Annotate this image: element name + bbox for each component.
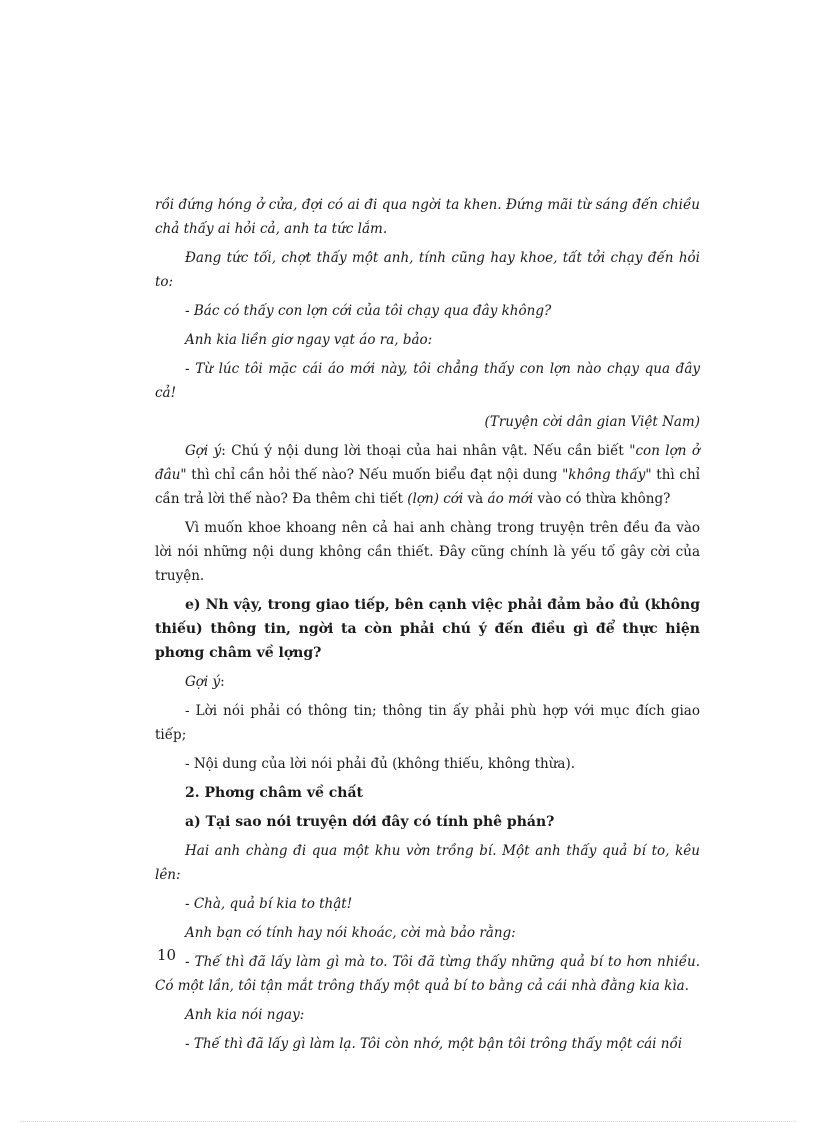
hint1-text-a: : Chú ý nội dung lời thoại của hai nhân vật. Nếu cần biết " (221, 443, 636, 459)
hint2-item2: - Nội dung của lời nói phải đủ (không thiếu, không thừa). (185, 756, 576, 772)
hint2-label-line (155, 670, 700, 694)
hint1-term3: (lợn) cới (407, 491, 464, 507)
hint1-term2: không thấy (568, 467, 646, 483)
section2-story-line1: Hai anh chàng đi qua một khu vờn trồng bí. Một anh thấy quả bí to, kêu lên: (155, 843, 700, 883)
hint1-text-b: " thì chỉ cần hỏi thế nào? Nếu muốn biểu đạt nội dung " (180, 467, 569, 483)
hint1-text-e: vào có thừa không? (533, 491, 671, 507)
story1-line4: Anh kia liền giơ ngay vạt áo ra, bảo: (185, 332, 433, 348)
hint2-item1: - Lời nói phải có thông tin; thông tin ấy phải phù hợp với mục đích giao tiếp; (155, 703, 700, 743)
question-e: e) Nh vậy, trong giao tiếp, bên cạnh việc phải đảm bảo đủ (không thiếu) thông tin, ngời ta còn phải chú ý đến điều gì để thực hiện phơng châm về lợng? (155, 597, 700, 661)
section2-question-a: a) Tại sao nói truyện dới đây có tính phê phán? (185, 814, 555, 830)
section2-story-line6: - Thế thì đã lấy gì làm lạ. Tôi còn nhớ, một bận tôi trông thấy một cái nồi (185, 1036, 683, 1052)
footer-divider (20, 1121, 796, 1122)
story1-line1: rồi đứng hóng ở cửa, đợi có ai đi qua ngời ta khen. Đứng mãi từ sáng đến chiều chả thấy ai hỏi cả, anh ta tức lắm. (155, 197, 700, 237)
story1-line3: - Bác có thấy con lợn cới của tôi chạy qua đây không? (185, 303, 552, 319)
story1-source: (Truyện cời dân gian Việt Nam) (484, 414, 700, 430)
explain1-paragraph: Vì muốn khoe khoang nên cả hai anh chàng trong truyện trên đều đa vào lời nói những nội dung không cần thiết. Đây cũng chính là yếu tố gây cời của truyện. (155, 520, 700, 584)
section2-story-line2: - Chà, quả bí kia to thật! (185, 896, 353, 912)
hint1-label: Gợi ý (185, 443, 222, 459)
hint1-text-c: " thì chỉ cần trả lời thế nào? Đa thêm chi tiết (155, 467, 700, 507)
section2-story-line4: - Thế thì đã lấy làm gì mà to. Tôi đã từng thấy những quả bí to hơn nhiều. Có một lần, tôi tận mắt trông thấy một quả bí to bằng cả cái nhà đằng kia kìa. (155, 954, 700, 994)
hint1-term1: con lợn ở đâu (155, 443, 701, 483)
section2-heading: 2. Phơng châm về chất (185, 785, 363, 801)
section2-story-line5: Anh kia nói ngay: (185, 1007, 305, 1023)
hint1-paragraph (155, 439, 700, 511)
page-number: 10 (157, 946, 177, 964)
story1-line5: - Từ lúc tôi mặc cái áo mới này, tôi chẳng thấy con lợn nào chạy qua đây cả! (155, 361, 700, 401)
hint1-term4: áo mới (487, 491, 534, 507)
hint2-colon: : (220, 674, 225, 690)
hint2-label: Gợi ý (185, 674, 221, 690)
story1-line2: Đang tức tối, chợt thấy một anh, tính cũng hay khoe, tất tởi chạy đến hỏi to: (155, 250, 700, 290)
section2-story-line3: Anh bạn có tính hay nói khoác, cời mà bảo rằng: (185, 925, 516, 941)
page-content (155, 193, 700, 1061)
hint1-text-d: và (463, 491, 488, 507)
